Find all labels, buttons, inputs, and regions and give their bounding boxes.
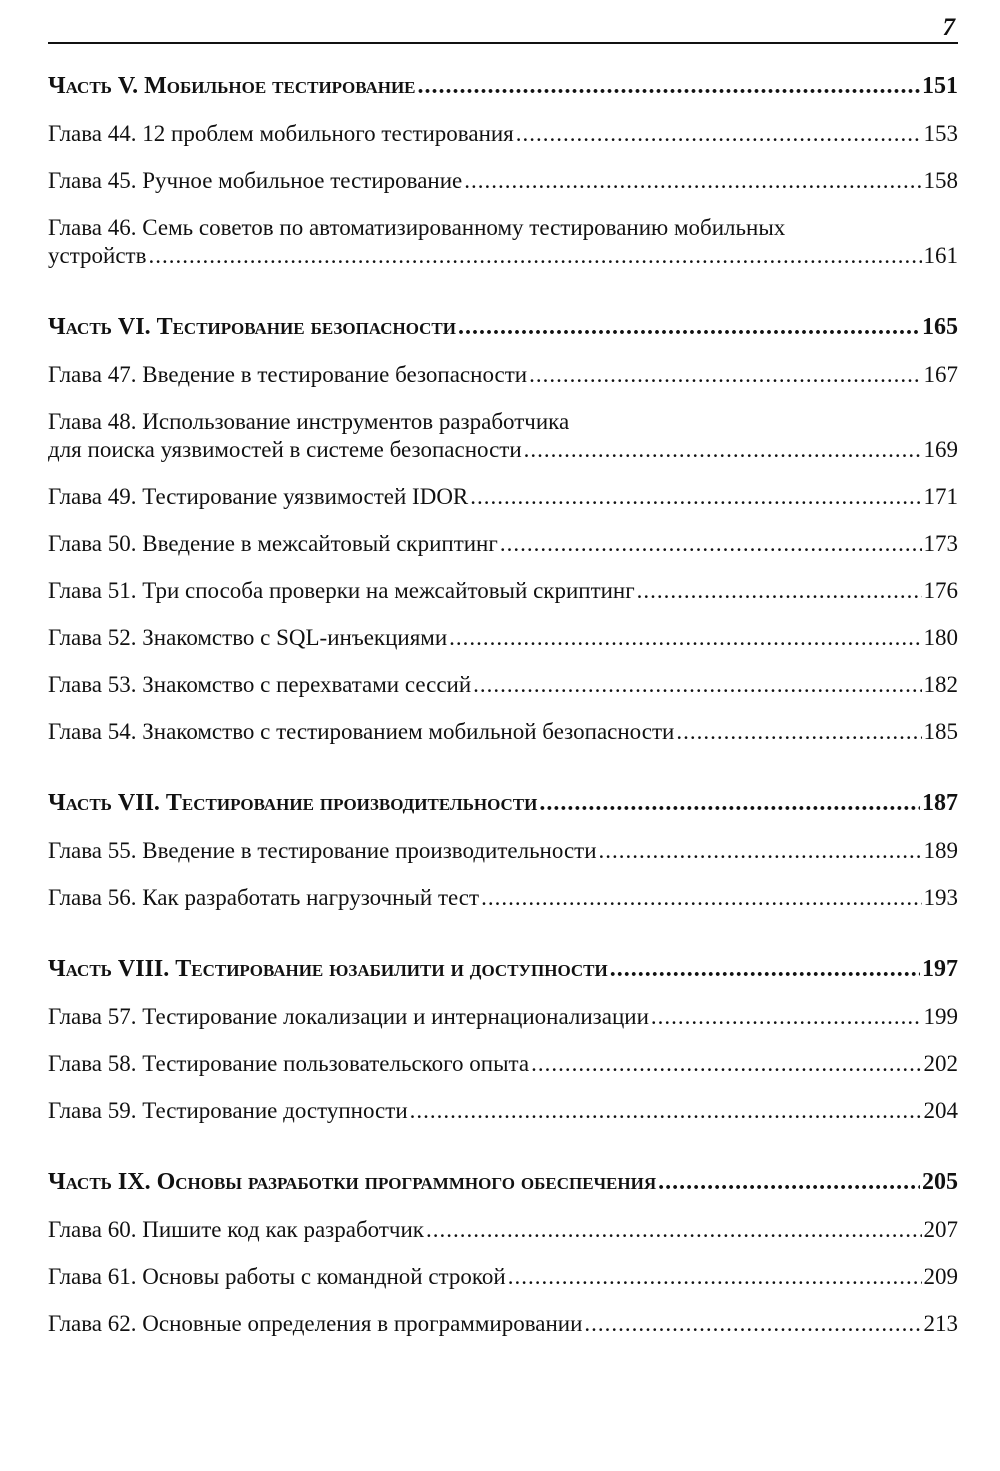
dot-leader bbox=[464, 167, 921, 195]
page-number: 7 bbox=[942, 14, 955, 41]
toc-entry-page: 193 bbox=[923, 885, 958, 910]
toc-part-entry bbox=[48, 72, 958, 100]
dot-leader bbox=[508, 1263, 922, 1291]
toc-entry-title: Часть V. Мобильное тестирование bbox=[48, 73, 416, 99]
toc-entry-page: 158 bbox=[923, 168, 958, 193]
dot-leader bbox=[584, 1310, 921, 1338]
toc-entry-title: Глава 45. Ручное мобильное тестирование bbox=[48, 168, 463, 193]
toc-chapter-entry bbox=[48, 120, 958, 148]
dot-leader bbox=[658, 1168, 920, 1196]
toc-entry-page: 167 bbox=[923, 362, 958, 387]
dot-leader bbox=[637, 577, 922, 605]
dot-leader bbox=[426, 1216, 922, 1244]
toc-entry-line2 bbox=[48, 436, 958, 464]
toc-entry-title: Глава 55. Введение в тестирование производительности bbox=[48, 838, 597, 863]
dot-leader bbox=[481, 884, 921, 912]
toc-entry-title: Глава 44. 12 проблем мобильного тестирования bbox=[48, 121, 514, 146]
toc-entry-page: 189 bbox=[923, 838, 958, 863]
toc-chapter-entry bbox=[48, 718, 958, 746]
toc-chapter-entry bbox=[48, 1050, 958, 1078]
toc-entry-title: Глава 57. Тестирование локализации и интернационализации bbox=[48, 1004, 649, 1029]
table-of-contents bbox=[48, 62, 958, 1338]
dot-leader bbox=[418, 72, 920, 100]
toc-entry-page: 197 bbox=[922, 956, 958, 982]
dot-leader bbox=[470, 483, 921, 511]
toc-chapter-entry bbox=[48, 1310, 958, 1338]
toc-chapter-entry bbox=[48, 1263, 958, 1291]
toc-entry-page: 161 bbox=[923, 243, 958, 268]
toc-entry-page: 171 bbox=[923, 484, 958, 509]
toc-entry-title: Глава 51. Три способа проверки на межсайтовый скриптинг bbox=[48, 578, 635, 603]
header-rule bbox=[48, 42, 958, 44]
toc-entry-page: 213 bbox=[923, 1311, 958, 1336]
toc-chapter-entry bbox=[48, 1097, 958, 1125]
toc-entry-title-line1: Глава 48. Использование инструментов разработчика bbox=[48, 409, 570, 434]
toc-entry-title-line2: устройств bbox=[48, 243, 147, 268]
dot-leader bbox=[410, 1097, 922, 1125]
toc-part-entry bbox=[48, 955, 958, 983]
toc-entry-title: Глава 50. Введение в межсайтовый скриптинг bbox=[48, 531, 498, 556]
toc-entry-title: Глава 53. Знакомство с перехватами сессий bbox=[48, 672, 472, 697]
toc-chapter-entry bbox=[48, 1003, 958, 1031]
toc-entry-page: 180 bbox=[923, 625, 958, 650]
dot-leader bbox=[458, 313, 920, 341]
toc-entry-title: Глава 47. Введение в тестирование безопасности bbox=[48, 362, 528, 387]
dot-leader bbox=[610, 955, 920, 983]
toc-entry-title: Часть VIII. Тестирование юзабилити и доступности bbox=[48, 956, 608, 982]
dot-leader bbox=[599, 837, 922, 865]
toc-entry-page: 204 bbox=[923, 1098, 958, 1123]
toc-entry-page: 169 bbox=[923, 437, 958, 462]
toc-entry-title: Глава 58. Тестирование пользовательского опыта bbox=[48, 1051, 530, 1076]
dot-leader bbox=[651, 1003, 922, 1031]
toc-entry-title: Глава 52. Знакомство с SQL-инъекциями bbox=[48, 625, 448, 650]
toc-entry-page: 209 bbox=[923, 1264, 958, 1289]
toc-entry-page: 182 bbox=[923, 672, 958, 697]
dot-leader bbox=[449, 624, 921, 652]
toc-chapter-entry bbox=[48, 483, 958, 511]
dot-leader bbox=[524, 436, 922, 464]
dot-leader bbox=[473, 671, 921, 699]
toc-chapter-entry bbox=[48, 1216, 958, 1244]
toc-entry-title: Часть IX. Основы разработки программного обеспечения bbox=[48, 1169, 657, 1195]
dot-leader bbox=[531, 1050, 921, 1078]
toc-entry-line2 bbox=[48, 242, 958, 270]
toc-entry-page: 202 bbox=[923, 1051, 958, 1076]
toc-chapter-entry bbox=[48, 577, 958, 605]
toc-entry-title: Глава 49. Тестирование уязвимостей IDOR bbox=[48, 484, 469, 509]
toc-entry-page: 207 bbox=[923, 1217, 958, 1242]
dot-leader bbox=[529, 361, 921, 389]
dot-leader bbox=[676, 718, 921, 746]
toc-part-entry bbox=[48, 313, 958, 341]
toc-entry-page: 165 bbox=[922, 314, 958, 340]
toc-chapter-entry bbox=[48, 167, 958, 195]
toc-entry-title: Глава 61. Основы работы с командной строкой bbox=[48, 1264, 506, 1289]
toc-part-entry bbox=[48, 1168, 958, 1196]
toc-entry-page: 187 bbox=[922, 790, 958, 816]
dot-leader bbox=[539, 789, 920, 817]
toc-chapter-entry bbox=[48, 408, 958, 464]
toc-entry-title: Часть VI. Тестирование безопасности bbox=[48, 314, 456, 340]
toc-entry-page: 151 bbox=[922, 73, 958, 99]
toc-part-entry bbox=[48, 789, 958, 817]
toc-entry-title: Глава 60. Пишите код как разработчик bbox=[48, 1217, 424, 1242]
toc-entry-page: 199 bbox=[923, 1004, 958, 1029]
toc-entry-title: Глава 54. Знакомство с тестированием мобильной безопасности bbox=[48, 719, 675, 744]
dot-leader bbox=[148, 242, 921, 270]
dot-leader bbox=[516, 120, 922, 148]
toc-entry-page: 176 bbox=[923, 578, 958, 603]
toc-chapter-entry bbox=[48, 884, 958, 912]
toc-chapter-entry bbox=[48, 361, 958, 389]
toc-entry-title-line1: Глава 46. Семь советов по автоматизированному тестированию мобильных bbox=[48, 215, 786, 240]
toc-entry-title: Глава 62. Основные определения в программировании bbox=[48, 1311, 583, 1336]
toc-entry-title: Глава 59. Тестирование доступности bbox=[48, 1098, 408, 1123]
dot-leader bbox=[500, 530, 922, 558]
toc-chapter-entry bbox=[48, 214, 958, 270]
toc-entry-page: 185 bbox=[923, 719, 958, 744]
toc-chapter-entry bbox=[48, 671, 958, 699]
toc-entry-page: 153 bbox=[923, 121, 958, 146]
toc-entry-page: 205 bbox=[922, 1169, 958, 1195]
toc-chapter-entry bbox=[48, 624, 958, 652]
toc-entry-title: Часть VII. Тестирование производительности bbox=[48, 790, 538, 816]
toc-entry-title-line2: для поиска уязвимостей в системе безопасности bbox=[48, 437, 522, 462]
toc-chapter-entry bbox=[48, 530, 958, 558]
toc-entry-page: 173 bbox=[923, 531, 958, 556]
toc-entry-title: Глава 56. Как разработать нагрузочный тест bbox=[48, 885, 480, 910]
toc-chapter-entry bbox=[48, 837, 958, 865]
